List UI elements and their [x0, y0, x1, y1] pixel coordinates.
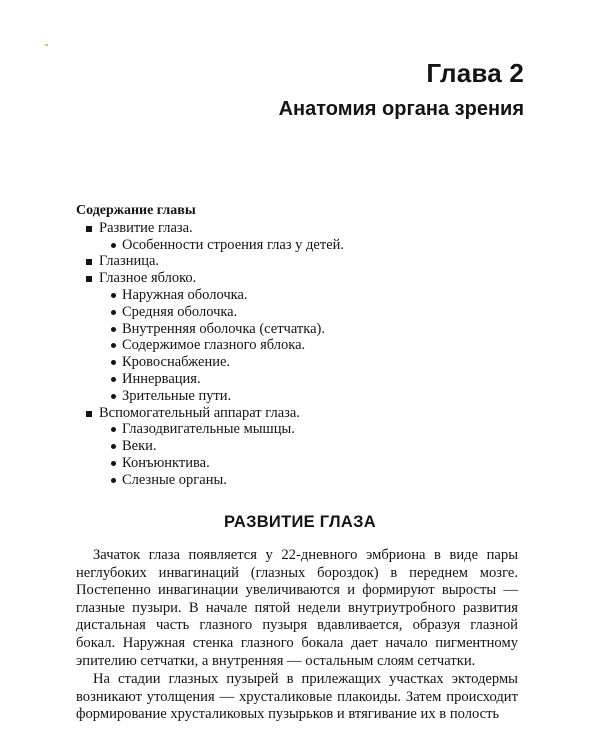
contents-subitem: Содержимое глазного яблока.: [76, 337, 536, 354]
scan-speck: [45, 44, 48, 46]
contents-subitem: Слезные органы.: [76, 472, 536, 489]
contents-subitem: Средняя оболочка.: [76, 304, 536, 321]
contents-subitem: Внутренняя оболочка (сетчатка).: [76, 321, 536, 338]
contents-item: Глазница.: [76, 253, 536, 270]
chapter-title: Анатомия органа зрения: [278, 98, 524, 120]
contents-subitem: Иннервация.: [76, 371, 536, 388]
body-paragraph: Зачаток глаза появляется у 22-дневного эмбриона в виде пары неглубоких инвагинаций (глазных бороздок) в переднем мозге. Постепенно инвагинации увеличиваются и формируют выросты — глазные пузыри. В начале пятой недели внутриутробного развития дистальная часть глазного пузыря вдавливается, образуя глазной бокал. Наружная стенка глазного бокала дает начало пигментному эпителию сетчатки, а внутренняя — остальным слоям сетчатки.: [76, 547, 518, 669]
contents-subitem: Наружная оболочка.: [76, 287, 536, 304]
chapter-number: Глава 2: [426, 58, 524, 88]
contents-item: Развитие глаза.: [76, 220, 536, 237]
contents-subitem: Конъюнктива.: [76, 455, 536, 472]
section-body: [76, 547, 518, 724]
contents-heading: Содержание главы: [76, 203, 196, 218]
contents-subitem: Зрительные пути.: [76, 388, 536, 405]
chapter-contents: [76, 203, 536, 489]
contents-subitem: Глазодвигательные мышцы.: [76, 421, 536, 438]
contents-item: Вспомогательный аппарат глаза.: [76, 405, 536, 422]
section-heading: РАЗВИТИЕ ГЛАЗА: [224, 513, 376, 531]
contents-subitem: Особенности строения глаз у детей.: [76, 237, 536, 254]
contents-item: Глазное яблоко.: [76, 270, 536, 287]
contents-list: [76, 220, 536, 489]
contents-subitem: Кровоснабжение.: [76, 354, 536, 371]
body-paragraph: На стадии глазных пузырей в прилежащих участках эктодермы возникают утолщения — хрусталиковые плакоиды. Затем происходит формирование хрусталиковых пузырьков и втягивание их в полость: [76, 671, 518, 723]
contents-subitem: Веки.: [76, 438, 536, 455]
